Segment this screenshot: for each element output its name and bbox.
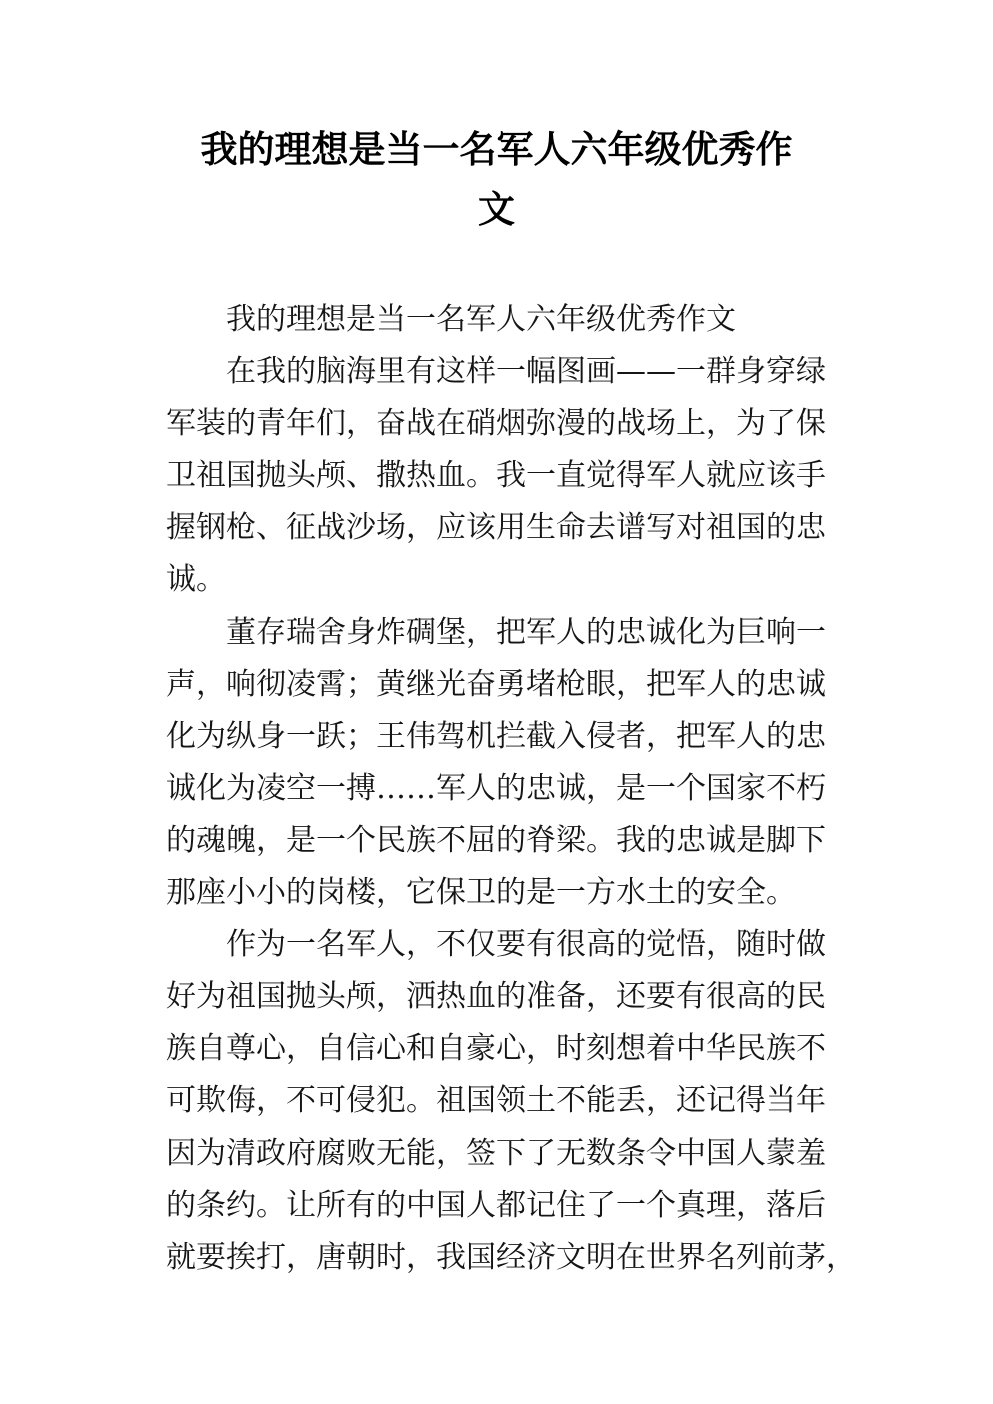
document-body [166, 294, 856, 1284]
body-line: 的魂魄，是一个民族不屈的脊梁。我的忠诚是脚下 [166, 822, 826, 858]
body-line: 卫祖国抛头颅、撒热血。我一直觉得军人就应该手 [166, 458, 826, 494]
title-line-1: 我的理想是当一名军人六年级优秀作 [200, 128, 793, 171]
body-line: 董存瑞舍身炸碉堡，把军人的忠诚化为巨响一 [226, 614, 826, 650]
body-line: 在我的脑海里有这样一幅图画——一群身穿绿 [226, 354, 826, 390]
body-line: 诚。 [166, 562, 226, 598]
body-line: 族自尊心，自信心和自豪心，时刻想着中华民族不 [166, 1031, 826, 1067]
title-line-2: 文 [478, 188, 515, 231]
body-line: 声，响彻凌霄；黄继光奋勇堵枪眼，把军人的忠诚 [166, 666, 826, 702]
body-line: 化为纵身一跃；王伟驾机拦截入侵者，把军人的忠 [166, 718, 826, 754]
body-line: 诚化为凌空一搏……军人的忠诚，是一个国家不朽 [166, 770, 826, 806]
body-line: 的条约。让所有的中国人都记住了一个真理，落后 [166, 1187, 826, 1223]
body-line: 那座小小的岗楼，它保卫的是一方水土的安全。 [166, 875, 796, 911]
body-line: 就要挨打，唐朝时，我国经济文明在世界名列前茅， [166, 1239, 856, 1275]
body-line: 军装的青年们，奋战在硝烟弥漫的战场上，为了保 [166, 406, 826, 442]
body-line: 可欺侮，不可侵犯。祖国领土不能丢，还记得当年 [166, 1083, 826, 1119]
body-line: 作为一名军人，不仅要有很高的觉悟，随时做 [226, 927, 826, 963]
body-line: 我的理想是当一名军人六年级优秀作文 [226, 302, 736, 337]
document-title [150, 120, 843, 240]
body-line: 好为祖国抛头颅，洒热血的准备，还要有很高的民 [166, 979, 826, 1015]
body-line: 因为清政府腐败无能，签下了无数条令中国人蒙羞 [166, 1135, 826, 1171]
body-line: 握钢枪、征战沙场，应该用生命去谱写对祖国的忠 [166, 510, 826, 546]
